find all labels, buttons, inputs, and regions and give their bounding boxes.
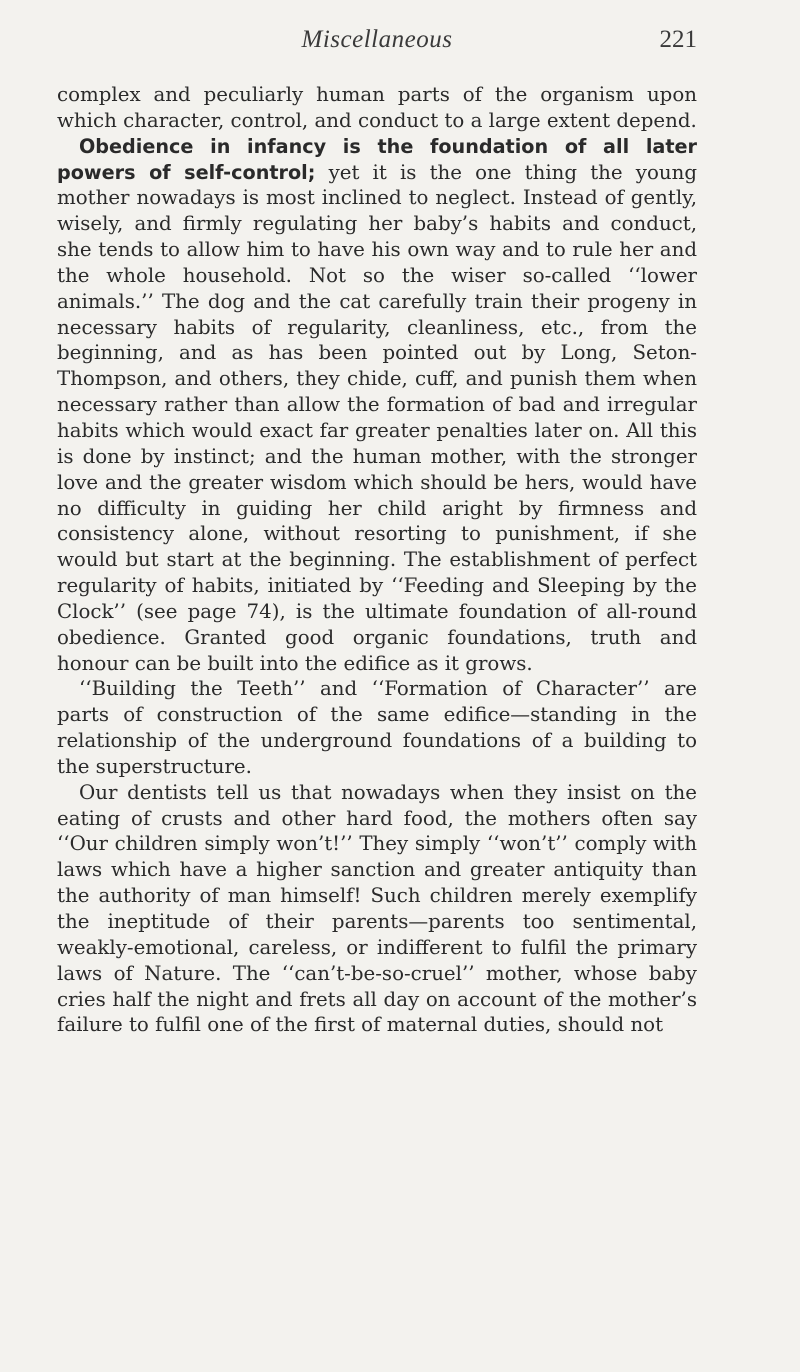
running-title: Miscellaneous bbox=[301, 26, 453, 53]
paragraph-dentists: Our dentists tell us that nowadays when they insist on the eating of crusts and other hard food, the mothers often say ‘‘Our children simply won’t!’’ They simply ‘‘won’t’’ comply with laws which have a higher sanction and greater antiquity than the authority of man himself! Such children merely exemplify the ineptitude of their parents—parents too sentimental, weakly-emotional, careless, or indifferent to fulfil the primary laws of Nature. The ‘‘can’t-be-so-cruel’’ mother, whose baby cries half the night and frets all day on account of the mother’s failure to fulfil one of the first of maternal duties, should not bbox=[57, 780, 697, 1037]
page-number: 221 bbox=[659, 26, 697, 53]
body-text bbox=[57, 82, 697, 1038]
running-head bbox=[57, 26, 697, 62]
paragraph-building-teeth: ‘‘Building the Teeth’’ and ‘‘Formation of Character’’ are parts of construction of the same edifice—standing in the relationship of the underground foundations of a building to the superstructure. bbox=[57, 677, 697, 778]
paragraph-continued: complex and peculiarly human parts of the organism upon which character, control, and conduct to a large extent depend. bbox=[57, 83, 697, 132]
bold-lead-phrase: Obedience in infancy is the foundation of all later powers of self-control; bbox=[57, 134, 697, 184]
paragraph-obedience bbox=[57, 134, 697, 677]
paragraph-text: yet it is the one thing the young mother nowadays is most inclined to neglect. Instead of gently, wisely, and firmly regulating her baby’s habits and conduct, she tends to allow him to have his own way and to rule her and the whole household. Not so the wiser so-called ‘‘lower animals.’’ The dog and the cat carefully train their progeny in necessary habits of regularity, cleanliness, etc., from the beginning, and as has been pointed out by Long, Seton-Thompson, and others, they chide, cuff, and punish them when necessary rather than allow the formation of bad and irregular habits which would exact far greater penalties later on. All this is done by instinct; and the human mother, with the stronger love and the greater wisdom which should be hers, would have no difficulty in guiding her child aright by firmness and consistency alone, without resorting to punishment, if she would but start at the beginning. The establishment of perfect regularity of habits, initiated by ‘‘Feeding and Sleeping by the Clock’’ (see page 74), is the ultimate foundation of all-round obedience. Granted good organic foundations, truth and honour can be built into the edifice as it grows. bbox=[57, 160, 697, 675]
